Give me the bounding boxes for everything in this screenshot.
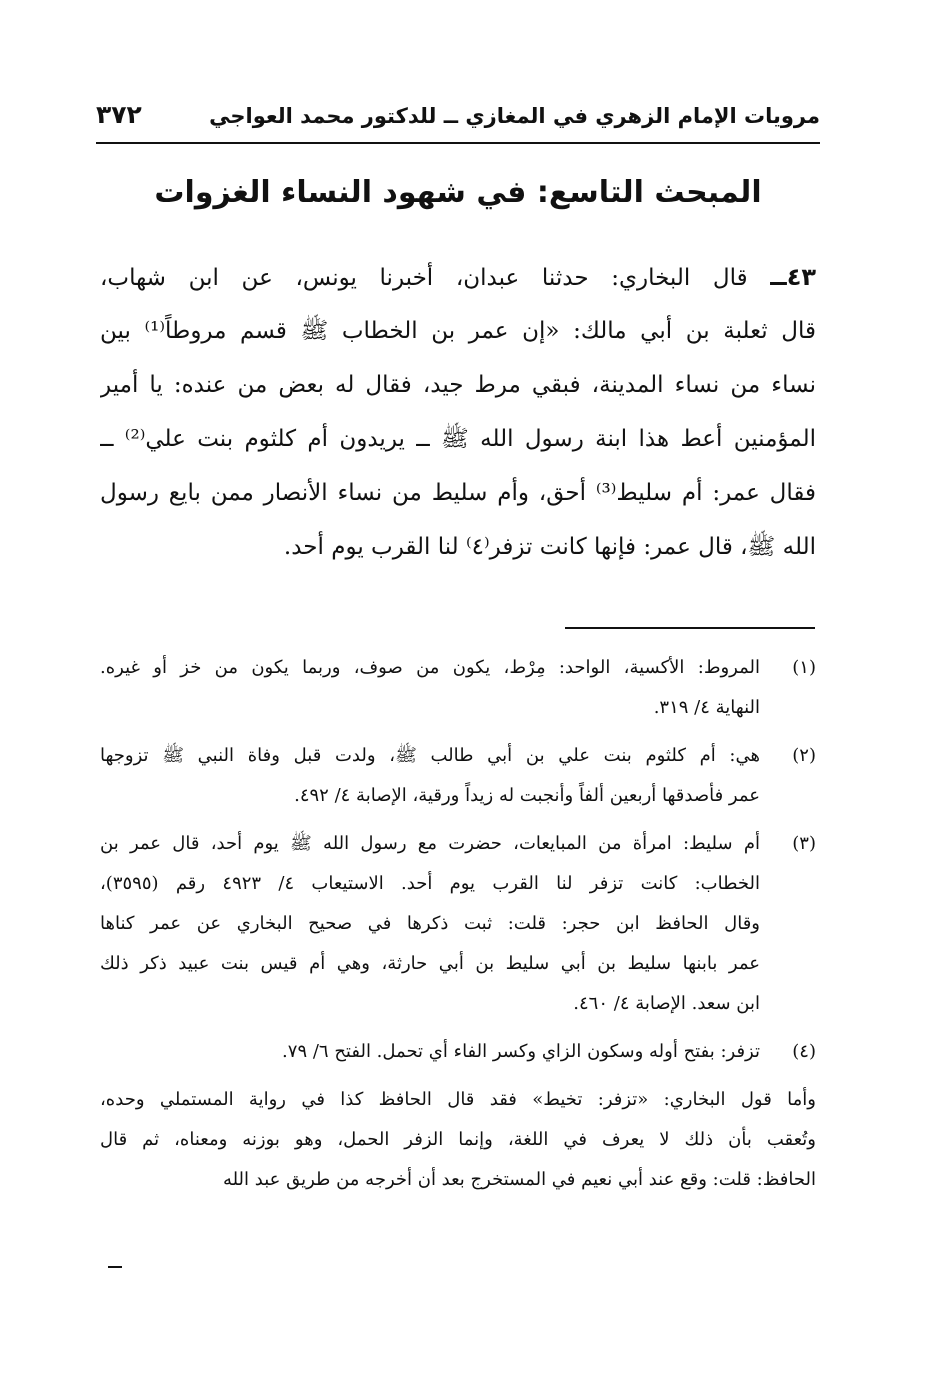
footnote-line: تزفر: بفتح أوله وسكون الزاي وكسر الفاء أي تحمل. الفتح ٦/ ٧٩. <box>282 1041 760 1062</box>
main-line-text: قال البخاري: حدثنا عبدان، أخبرنا يونس، عن ابن شهاب، <box>100 265 748 291</box>
footnote-body <box>100 824 760 1024</box>
footnote-line: المروط: الأكسية، الواحد: مِرْط، يكون من صوف، وربما يكون من خز أو غيره. <box>100 657 760 678</box>
footnote-body <box>100 1032 760 1072</box>
main-line <box>100 250 816 304</box>
footnote-continuation <box>100 1080 816 1200</box>
footnote-line: عمر بابنها سليط بن أبي سليط بن أبي حارثة، وهي أم قيس بنت عبيد ذكر ذلك <box>100 953 760 974</box>
footnote-line: ابن سعد. الإصابة ٤/ ٤٦٠. <box>573 993 760 1014</box>
footnote-line: هي: أم كلثوم بنت علي بن أبي طالب ﷺ، ولدت قبل وفاة النبي ﷺ تزوجها <box>100 745 760 766</box>
footnote-marker: (٣) <box>792 833 816 854</box>
page-number: ٣٧٢ <box>96 100 142 129</box>
running-header <box>96 100 820 144</box>
footnote-line: الخطاب: كانت تزفر لنا القرب يوم أحد. الاستيعاب ٤/ ٤٩٢٣ رقم (٣٥٩٥)، <box>100 873 760 894</box>
continuation-line: الحافظ: قلت: وقع عند أبي نعيم في المستخرج بعد أن أخرجه من طريق عبد الله <box>222 1169 816 1190</box>
main-line: الله ﷺ، قال عمر: فإنها كانت تزفر⁽٤⁾ لنا القرب يوم أحد. <box>283 534 816 560</box>
footnote-body <box>100 648 760 728</box>
footnote <box>100 824 816 1024</box>
main-line: نساء من نساء المدينة، فبقي مرط جيد، فقال له بعض من عنده: يا أمير <box>100 372 816 398</box>
running-title: مرويات الإمام الزهري في المغازي ــ للدكتور محمد العواجي <box>209 104 820 128</box>
main-line: فقال عمر: أم سليط⁽³⁾ أحق، وأم سليط من نساء الأنصار ممن بايع رسول <box>100 480 816 506</box>
footnote-marker: (٤) <box>792 1041 816 1062</box>
footnote-line: أم سليط: امرأة من المبايعات، حضرت مع رسول الله ﷺ يوم أحد، قال عمر بن <box>100 833 760 854</box>
footnote <box>100 648 816 728</box>
main-line: المؤمنين أعط هذا ابنة رسول الله ﷺ ــ يريدون أم كلثوم بنت علي⁽²⁾ ــ <box>100 426 816 452</box>
footnote <box>100 736 816 816</box>
footnote-line: النهاية ٤/ ٣١٩. <box>653 697 760 718</box>
footnotes <box>100 648 816 1200</box>
continuation-line: وأما قول البخاري: «تزفر: تخيط» فقد قال الحافظ كذا في رواية المستملي وحده، <box>100 1089 816 1110</box>
section-title: المبحث التاسع: في شهود النساء الغزوات <box>154 175 762 210</box>
footnote-marker: (٢) <box>792 745 816 766</box>
main-line: قال ثعلبة بن أبي مالك: «إن عمر بن الخطاب ﷺ قسم مروطاً⁽¹⁾ بين <box>100 318 816 344</box>
footnote-line: عمر فأصدقها أربعين ألفاً وأنجبت له زيداً ورقية، الإصابة ٤/ ٤٩٢. <box>294 785 760 806</box>
footnote <box>100 1032 816 1072</box>
footnote-line: وقال الحافظ ابن حجر: قلت: ثبت ذكرها في صحيح البخاري عن عمر كناها <box>100 913 760 934</box>
continuation-dash <box>108 1266 122 1268</box>
main-text <box>100 250 816 574</box>
continuation-line: وتُعقب بأن ذلك لا يعرف في اللغة، وإنما الزفر الحمل، وهو بوزنه ومعناه، ثم قال <box>100 1129 816 1150</box>
footnote-body <box>100 736 760 816</box>
footnote-marker: (١) <box>792 657 816 678</box>
footnote-separator <box>565 627 815 629</box>
hadith-number: ٤٣ــ <box>770 263 816 291</box>
